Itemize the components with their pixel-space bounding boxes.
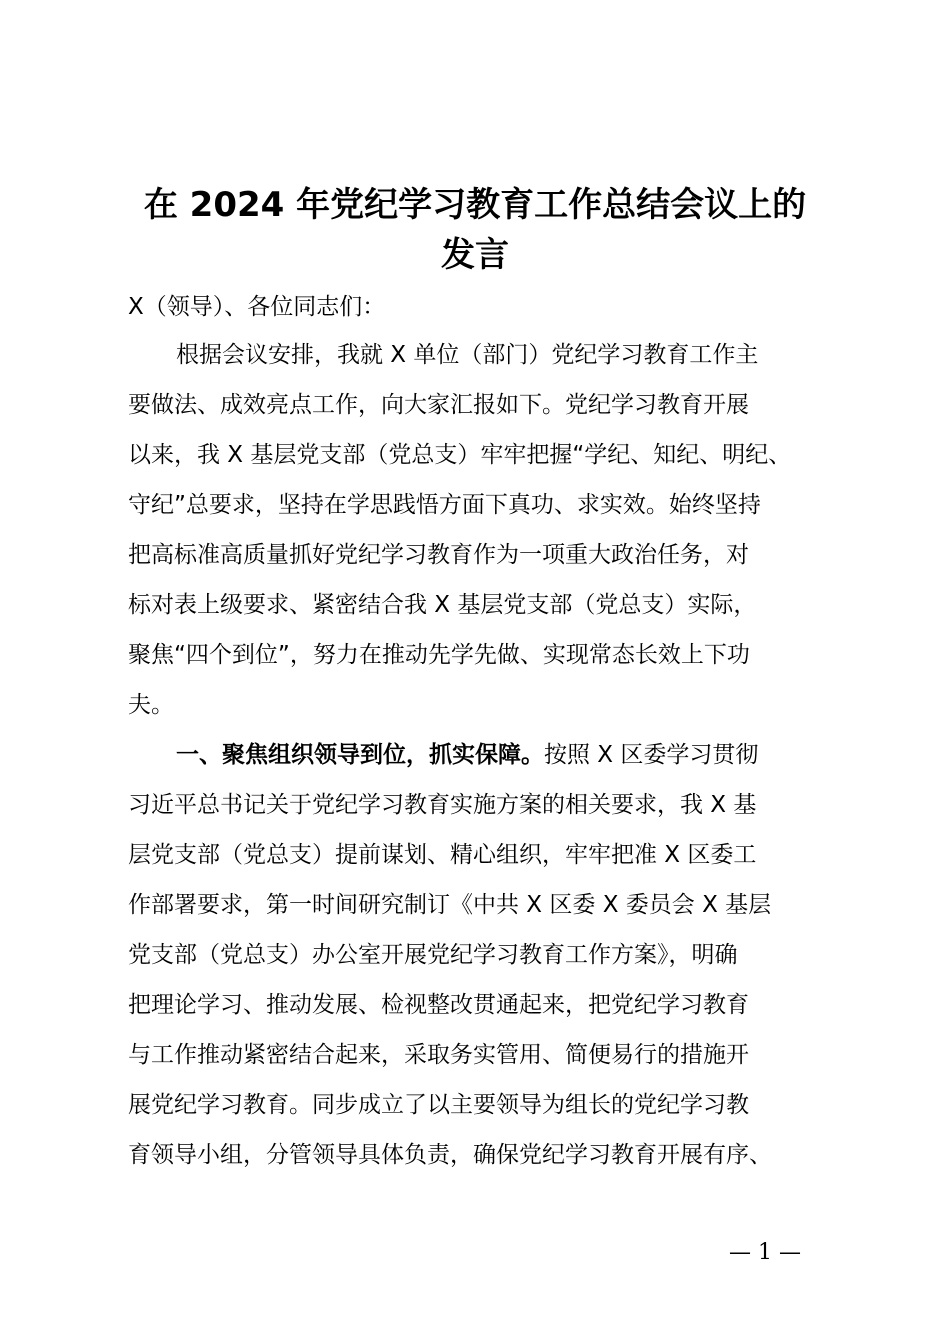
- document-title: [125, 180, 825, 280]
- paragraph-line: 把高标准高质量抓好党纪学习教育作为一项重大政治任务，对: [128, 542, 749, 568]
- paragraph-line: 与工作推动紧密结合起来，采取务实管用、简便易行的措施开: [128, 1042, 749, 1068]
- section-heading: 一、聚焦组织领导到位，抓实保障。: [176, 742, 544, 768]
- paragraph-line: 以来，我 X 基层党支部（党总支）牢牢把握“学纪、知纪、明纪、: [128, 442, 792, 468]
- paragraph-1: [128, 330, 842, 730]
- paragraph-line: 守纪”总要求，坚持在学思践悟方面下真功、求实效。始终坚持: [128, 492, 761, 518]
- paragraph-2: [128, 730, 842, 1180]
- salutation: X（领导）、各位同志们：: [128, 294, 386, 320]
- paragraph-line: 标对表上级要求、紧密结合我 X 基层党支部（党总支）实际，: [128, 592, 757, 618]
- paragraph-line-rest: 按照 X 区委学习贯彻: [544, 742, 759, 768]
- paragraph-line: 展党纪学习教育。同步成立了以主要领导为组长的党纪学习教: [128, 1092, 749, 1118]
- paragraph-line: 要做法、成效亮点工作，向大家汇报如下。党纪学习教育开展: [128, 392, 749, 418]
- paragraph-line: 党支部（党总支）办公室开展党纪学习教育工作方案》，明确: [128, 942, 738, 968]
- page-number: — 1 —: [729, 1240, 801, 1265]
- paragraph-line: 聚焦“四个到位”，努力在推动先学先做、实现常态长效上下功: [128, 642, 750, 668]
- title-line-1: 在 2024 年党纪学习教育工作总结会议上的: [143, 185, 807, 225]
- paragraph-line: 习近平总书记关于党纪学习教育实施方案的相关要求，我 X 基: [128, 792, 757, 818]
- paragraph-line: 层党支部（党总支）提前谋划、精心组织，牢牢把准 X 区委工: [128, 842, 757, 868]
- paragraph-line: 把理论学习、推动发展、检视整改贯通起来，把党纪学习教育: [128, 992, 749, 1018]
- paragraph-line: 根据会议安排，我就 X 单位（部门）党纪学习教育工作主: [176, 342, 759, 368]
- paragraph-line: 夫。: [128, 692, 174, 718]
- title-line-2: 发言: [441, 235, 509, 275]
- paragraph-first-line: [128, 730, 842, 780]
- paragraph-line: 育领导小组，分管领导具体负责，确保党纪学习教育开展有序、: [128, 1142, 772, 1168]
- paragraph-line: 作部署要求，第一时间研究制订《中共 X 区委 X 委员会 X 基层: [128, 892, 772, 918]
